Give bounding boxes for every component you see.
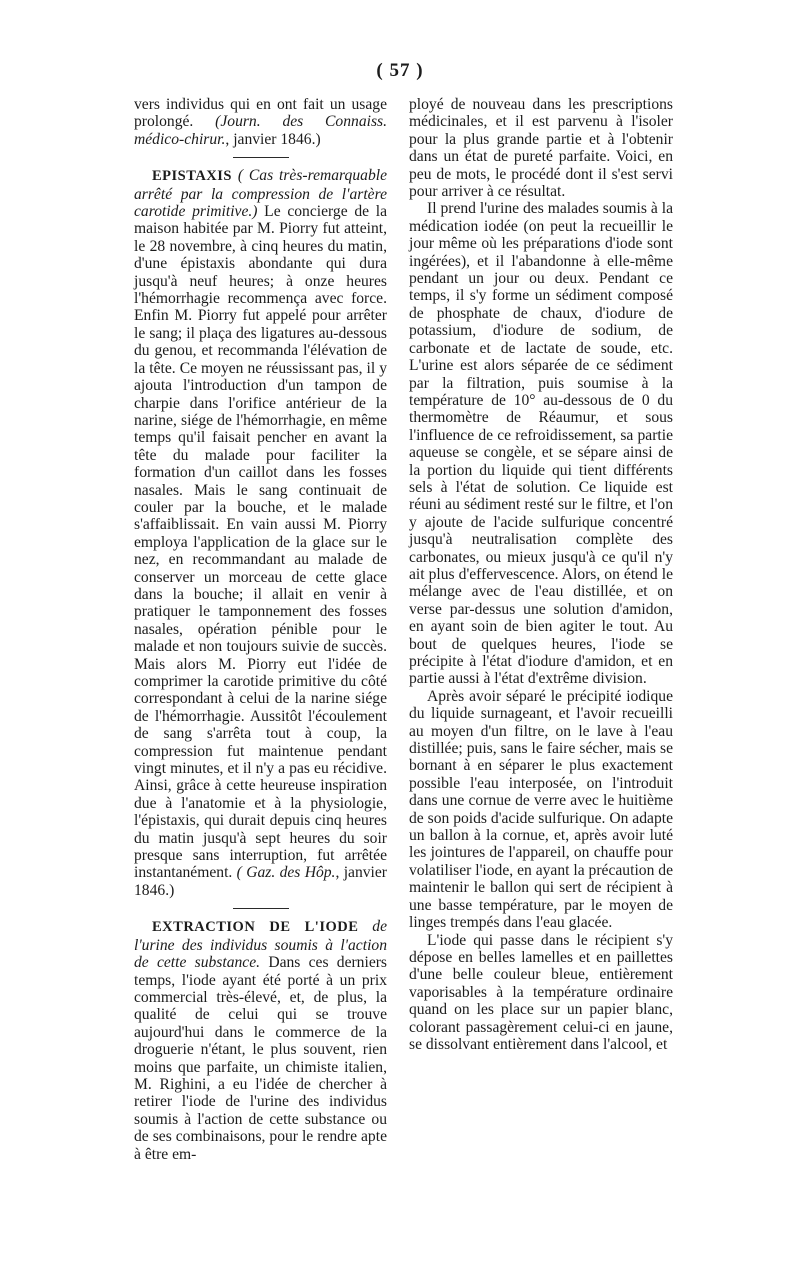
extraction-article — [134, 918, 387, 1163]
section-divider — [233, 157, 289, 158]
intro-paragraph — [134, 96, 387, 148]
page-number: ( 57 ) — [376, 60, 424, 81]
section-divider — [233, 908, 289, 909]
distillation-paragraph: Après avoir séparé le précipité iodique du liquide surnageant, et l'avoir recueilli au moyen d'un filtre, on le lave à l'eau distillée; puis, sans le faire sécher, mais se bornant à en séparer le plus exactement possible l'eau interposée, on l'introduit dans une cornue de verre avec le huitième de son poids d'acide sulfurique. On adapte un ballon à la cornue, et, après avoir luté les jointures de l'appareil, on chauffe pour volatiliser l'iode, en ayant la précaution de maintenir le ballon qui sert de récipient à une basse température, par le moyen de linges trempés dans l'eau glacée. — [409, 687, 673, 932]
epistaxis-article — [134, 167, 387, 899]
epistaxis-citation: ( Gaz. des Hôp. — [236, 864, 336, 882]
continuation-paragraph: ployé de nouveau dans les prescriptions médicinales, et il est parvenu à l'isoler pour la plus grande partie et à l'obtenir dans un état de pureté parfaite. Voici, en peu de mots, le procédé dont il s'est servi pour arriver à ce résultat. — [409, 96, 673, 201]
epistaxis-subtitle: ( Cas très-remarquable arrêté par la compression de l'artère carotide primitive.) — [134, 167, 387, 221]
extraction-body: Dans ces derniers temps, l'iode ayant été porté à un prix commercial très-élevé, et, de plus, la qualité de celui qui se trouve aujourd'hui dans le commerce de la droguerie n'étant, le plus souvent, rien moins que parfaite, un chimiste italien, M. Righini, a eu l'idée de chercher à retirer l'iode de l'urine des individus soumis à l'action de cette substance ou de ses combinaisons, pour le rendre apte à être em- — [134, 954, 387, 1163]
intro-text: vers individus qui en ont fait un usage prolongé. — [134, 96, 387, 131]
left-column — [134, 96, 387, 1163]
procedure-paragraph: Il prend l'urine des malades soumis à la médication iodée (on peut la recueillir le jour même où les préparations d'iode sont ingérées), et il l'abandonne à elle-même pendant un jour ou deux. Pendant ce temps, il s'y forme un sédiment composé de phosphate de chaux, d'iodure de potassium, d'iodure de sodium, de carbonate et de lactate de soude, etc. L'urine est alors séparée de ce sédiment par la filtration, puis soumise à la température de 10° au-dessous de 0 du thermomètre de Réaumur, et sous l'influence de ce refroidissement, sa partie aqueuse se congèle, et se sépare ainsi de la portion du liquide qui tient différents sels à l'état de solution. Ce liquide est réuni au sédiment resté sur le filtre, et l'on y ajoute de l'acide sulfurique concentré jusqu'à neutralisation complète des carbonates, ou mieux jusqu'à ce qu'il n'y ait plus d'effervescence. Alors, on étend le mélange avec de l'eau distillée, et on verse par-dessus une solution d'amidon, en ayant soin de bien agiter le tout. Au bout de quelques heures, l'iode se précipite à l'état d'iodure d'amidon, et en partie aussi à l'état d'extrême division. — [409, 200, 673, 688]
result-paragraph: L'iode qui passe dans le récipient s'y dépose en belles lamelles et en paillettes d'une belle couleur bleue, entièrement vaporisables à la température ordinaire quand on les place sur un papier blanc, colorant passagèrement celui-ci en jaune, se dissolvant entièrement dans l'alcool, et — [409, 931, 673, 1053]
epistaxis-date: , janvier 1846.) — [134, 864, 387, 899]
intro-citation: (Journ. des Connaiss. médico-chirur. — [134, 113, 387, 148]
right-column — [409, 96, 673, 1053]
intro-date: , janvier 1846.) — [225, 130, 321, 148]
epistaxis-body: Le concierge de la maison habitée par M. Piorry fut atteint, le 28 novembre, à cinq heures du matin, d'une épistaxis abondante qui dura jusqu'à neuf heures; à onze heures l'hémorrhagie recommença avec force. Enfin M. Piorry fut appelé pour arrêter le sang; il plaça des ligatures au-dessous du genou, et recommanda l'élévation de la tête. Ce moyen ne réussissant pas, il y ajouta l'introduction d'un tampon de charpie dans l'orifice antérieur de la narine, siége de l'hémorrhagie, en même temps qu'il faisait pencher en avant la tête du malade pour faciliter la formation d'un caillot dans les fosses nasales. Mais le sang continuait de couler par la bouche, et le malade s'affaiblissait. En vain aussi M. Piorry employa l'application de la glace sur le nez, en recommandant au malade de conserver un morceau de cette glace dans la bouche; il allait en venir à pratiquer le tamponnement des fosses nasales, opération pénible pour le malade et non toujours suivie de succès. Mais alors M. Piorry eut l'idée de comprimer la carotide primitive du côté correspondant à celui de la narine siége de l'hémorrhagie. Aussitôt l'écoulement de sang s'arrêta tout à coup, la compression fut maintenue pendant vingt minutes, et il n'y a pas eu récidive. Ainsi, grâce à cette heureuse inspiration due à l'anatomie et à la physiologie, l'épistaxis, qui durait depuis cinq heures du matin jusqu'à sept heures du soir presque sans interruption, fut arrêtée instantanément. — [134, 203, 387, 882]
epistaxis-heading: EPISTAXIS — [152, 168, 232, 185]
extraction-subtitle: de l'urine des individus soumis à l'action de cette substance. — [134, 918, 387, 972]
extraction-heading: EXTRACTION DE L'IODE — [152, 919, 359, 936]
